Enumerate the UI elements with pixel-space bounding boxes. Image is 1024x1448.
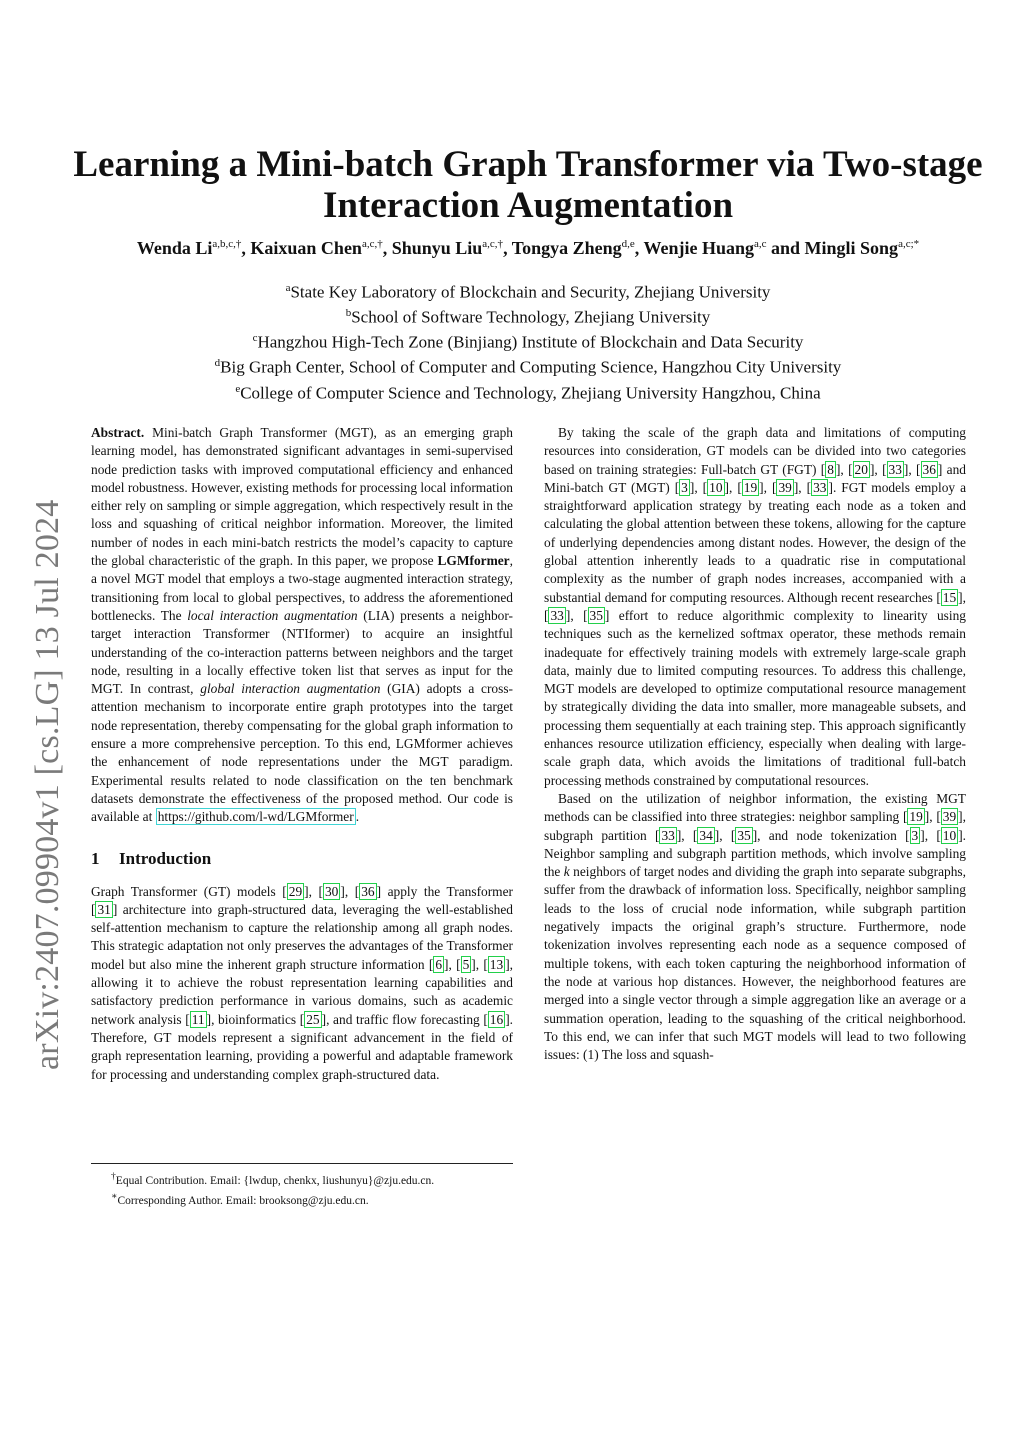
citation-link[interactable]: 39 <box>778 479 792 495</box>
author-affiliation-marks: a,c;* <box>898 238 920 250</box>
citation-link[interactable]: 6 <box>435 956 443 972</box>
abstract-label: Abstract. <box>91 425 145 440</box>
affiliation-line: $^e$College of Computer Science and Technology, Zhejiang University Hangzhou, China <box>235 382 821 403</box>
citation-link[interactable]: 33 <box>813 479 827 495</box>
intro-paragraph-1: Graph Transformer (GT) models [ 29 ], [ 30 ], [ 36 ] apply the Transformer [ 31 ] architecture into graph-structured data, leveraging the well-established self-attention mechanism to capture the relationship among all graph nodes. This strategic adaptation not only preserves the advantages of the Transformer model but also mine the inherent graph structure information [ 6 ], [ 5 ], [ 13 ], allowing it to achieve the robust representation learning capabilities and satisfactory prediction performance in various domains, such as academic network analysis [ 11 ], bioinformatics [ 25 ], and traffic flow forecasting [ 16 ]. Therefore, GT models represent a significant advancement in the field of graph representation learning, providing a powerful and adaptable framework for processing and understanding complex graph-structured data. <box>91 883 514 1082</box>
citation-link[interactable]: 10 <box>709 479 723 495</box>
citation-link[interactable]: 29 <box>288 883 303 899</box>
code-link[interactable]: https://github.com/l-wd/LGMformer <box>157 809 354 825</box>
citation-link[interactable]: 30 <box>324 883 339 899</box>
citation-link[interactable]: 33 <box>550 607 564 623</box>
abstract: Abstract. Mini-batch Graph Transformer (MGT), as an emerging graph learning model, has demonstrated significant advantages in semi-supervised node prediction tasks with improved computational efficiency and enhanced model robustness. However, existing methods for processing local information either rely on sampling or simple aggregation, which respectively result in the loss and squashing of critical neighbor information. Moreover, the limited number of nodes in each mini-batch restricts the model’s capacity to capture the global characteristic of the graph. In this paper, we propose LGMformer, a novel MGT model that employs a two-stage augmented interaction strategy, transitioning from local to global perspectives, to address the aforementioned bottlenecks. The local interaction augmentation (LIA) presents a neighbor-target interaction Transformer (NTIformer) to acquire an insightful understanding of the co-interaction patterns between neighbors and the target node, resulting in a locally effective token list that serves as input for the MGT. In contrast, global interaction augmentation (GIA) adopts a cross-attention mechanism to incorporate entire graph prototypes into the target node representation, thereby compensating for the global graph information to ensure a more comprehensive perception. To this end, LGMformer achieves the enhancement of node representations under the MGT paradigm. Experimental results related to node classification on the ten benchmark datasets demonstrate the effectiveness of the proposed method. Our code is available at https://github.com/l-wd/LGMformer . <box>91 425 514 825</box>
author-list: Wenda $Li^{a,b,c,\dagger}$, Kaixuan Chen$^{a,c,\dagger}$, Shunyu Liu$^{a,c,\dagger}$, Tongya Zheng$^{d,e}$, Wenjie Huang$^{a,c}$ and Mingli Song$^{a,c;*}$ <box>136 238 920 258</box>
footnote: †Equal Contribution. Email: {lwdup, chenkx, liushunyu}@zju.edu.cn. <box>111 1171 435 1187</box>
citation-link[interactable]: 16 <box>489 1011 504 1027</box>
author-name: Shunyu Liu <box>391 238 483 258</box>
citation-link[interactable]: 31 <box>97 901 111 917</box>
right-column <box>544 424 966 1064</box>
affiliation-line: $^c$Hangzhou High-Tech Zone (Binjiang) Institute of Blockchain and Data Security <box>252 332 804 352</box>
citation-link[interactable]: 33 <box>888 461 902 477</box>
affiliation-list <box>60 278 996 404</box>
intro-paragraph-2: By taking the scale of the graph data and limitations of computing resources into consideration, GT models can be divided into two categories based on training strategies: Full-batch GT (FGT) [ 8 ], [ 20 ], [ 33 ], [ 36 ] and Mini-batch GT (MGT) [ 3 ], [ 10 ], [ 19 ], [ 39 ], [ 33 ]. FGT models employ a straightforward application strategy by treating each node as a token and calculating the global attention between these tokens, allowing for the capture of underlying dependencies among distant nodes. However, the design of the global attention inherently leads to a quadratic rise in computational complexity as the number of graph nodes increases, accompanied with a substantial demand for computing resources. Although recent researches [ 15 ], [ 33 ], [ 35 ] effort to reduce algorithmic complexity to linearity using techniques such as the kernelized softmax operator, these methods remain inadequate for effectively training models with extremely large-scale graph data, mainly due to limited computing resources. To address this challenge, MGT models are developed to optimize computational resource management by strategically dividing the data into smaller, more manageable subsets, and processing them sequentially at each training step. This approach significantly enhances resource utilization efficiency, especially when dealing with large-scale graph data, which avoids the limitations of traditional full-batch processing methods constrained by computational resources. <box>544 425 967 788</box>
affiliation-line: $^a$State Key Laboratory of Blockchain and Security, Zhejiang University <box>285 282 771 302</box>
citation-link[interactable]: 25 <box>306 1011 320 1027</box>
author-affiliation-marks: a,c <box>753 238 767 250</box>
citation-link[interactable]: 36 <box>922 461 936 477</box>
footnote: ∗Corresponding Author. Email: brooksong@zju.edu.cn. <box>111 1191 369 1208</box>
footnotes <box>91 1163 513 1210</box>
author-name: Wenjie Huang <box>643 238 754 258</box>
citation-link[interactable]: 8 <box>827 461 834 477</box>
citation-link[interactable]: 34 <box>699 827 713 843</box>
intro-paragraph-3: Based on the utilization of neighbor information, the existing MGT methods can be classified into three strategies: neighbor sampling [ 19 ], [ 39 ], subgraph partition [ 33 ], [ 34 ], [ 35 ], and node tokenization [ 3 ], [ 10 ]. Neighbor sampling and subgraph partition methods, which involve sampling the k neighbors of target nodes and dividing the graph into separate subgraphs, suffer from the drawback of information loss. Specifically, neighbor sampling leads to the loss of crucial node information, while subgraph partition negatively impacts the original graph’s structure. Furthermore, node tokenization involves representing each node as a sequence composed of multiple tokens, with each token capturing the neighborhood information of the node at various hop distances. However, the neighborhood features are merged into a single vector through a simple aggregation like an average or a summation operation, leading to the squashing of the critical neighborhood. To this end, we can infer that such MGT models will lead to two following issues: (1) The loss and squash- <box>544 790 967 1063</box>
citation-link[interactable]: 19 <box>909 809 923 825</box>
author-name: Mingli Song <box>804 238 899 258</box>
citation-link[interactable]: 35 <box>589 607 603 623</box>
citation-link[interactable]: 3 <box>911 827 919 843</box>
citation-link[interactable]: 11 <box>191 1011 205 1027</box>
left-column <box>91 424 513 1084</box>
citation-link[interactable]: 20 <box>854 461 868 477</box>
citation-link[interactable]: 35 <box>737 827 751 843</box>
citation-link[interactable]: 10 <box>942 827 957 843</box>
affiliation-line: $^b$School of Software Technology, Zhejiang University <box>345 307 711 327</box>
section-heading-introduction: 1 Introduction <box>91 848 212 868</box>
arxiv-stamp: arXiv:2407.09904v1 [cs.LG] 13 Jul 2024 <box>29 499 66 1070</box>
citation-link[interactable]: 33 <box>661 827 675 843</box>
affiliation-line: $^d$Big Graph Center, School of Computer and Computing Science, Hangzhou City University <box>214 357 842 378</box>
citation-link[interactable]: 36 <box>361 883 375 899</box>
citation-link[interactable]: 13 <box>489 956 504 972</box>
author-affiliation-marks: a,b,c,† <box>212 238 242 250</box>
citation-link[interactable]: 39 <box>942 809 957 825</box>
citation-link[interactable]: 3 <box>681 479 688 495</box>
author-affiliation-marks: a,c,† <box>361 238 383 250</box>
citation-link[interactable]: 19 <box>743 479 758 495</box>
paper-title: Learning a Mini-batch Graph Transformer via Two-stage Interaction Augmentation <box>73 144 983 226</box>
citation-link[interactable]: 15 <box>942 589 957 605</box>
model-name: LGMformer <box>437 553 510 569</box>
author-affiliation-marks: a,c,† <box>482 238 504 250</box>
author-name: Tongya Zheng <box>511 238 622 258</box>
author-name: Kaixuan Chen <box>250 238 362 258</box>
author-affiliation-marks: d,e <box>621 238 635 250</box>
citation-link[interactable]: 5 <box>462 956 470 972</box>
author-name: Wenda Li <box>136 238 213 258</box>
